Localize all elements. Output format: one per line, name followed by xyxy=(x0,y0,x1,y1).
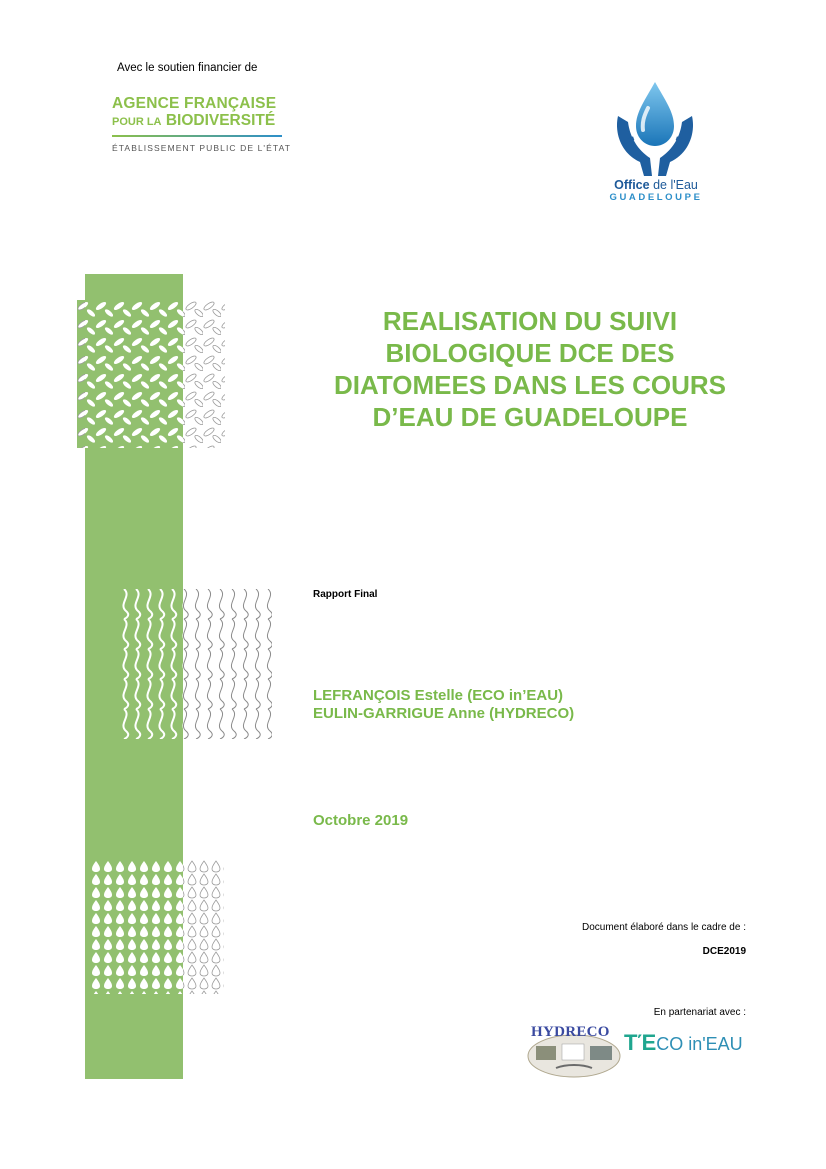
leaf-pattern-icon xyxy=(77,300,225,448)
drop-pattern-icon xyxy=(90,860,224,994)
eco-in-eau-logo xyxy=(624,1030,743,1056)
report-type: Rapport Final xyxy=(313,589,378,600)
hydreco-logo-text: HYDRECO xyxy=(531,1024,610,1040)
partner-label: En partenariat avec : xyxy=(653,1007,746,1018)
office-wordmark-rest: de l'Eau xyxy=(653,178,698,192)
author-line: EULIN-GARRIGUE Anne (HYDRECO) xyxy=(313,705,575,722)
afb-logo-line1: AGENCE FRANÇAISE xyxy=(112,95,277,112)
eco-in-eau-text: CO in'EAU xyxy=(656,1034,743,1054)
document-title xyxy=(300,305,760,433)
framework-value: DCE2019 xyxy=(702,946,746,957)
wave-pattern-icon xyxy=(122,589,272,739)
afb-logo-line2-big: BIODIVERSITÉ xyxy=(165,112,276,129)
eco-in-eau-wordmark xyxy=(624,1030,743,1056)
afb-logo xyxy=(112,95,292,153)
framework-label: Document élaboré dans le cadre de : xyxy=(582,922,746,933)
document-date: Octobre 2019 xyxy=(313,812,409,829)
afb-logo-rule xyxy=(112,135,282,137)
title-line: DIATOMEES DANS LES COURS xyxy=(334,370,726,400)
office-wordmark-bold: Office xyxy=(614,178,650,192)
office-wordmark-line2: GUADELOUPE xyxy=(609,192,703,203)
afb-logo-line2 xyxy=(112,112,292,131)
eco-in-eau-mark: ΤΈ xyxy=(624,1030,657,1055)
title-line: D’EAU DE GUADELOUPE xyxy=(372,402,688,432)
author-line: LEFRANÇOIS Estelle (ECO in’EAU) xyxy=(313,687,564,704)
afb-logo-line2-small: POUR LA xyxy=(112,116,162,128)
office-de-leau-wordmark xyxy=(600,178,712,203)
title-line: BIOLOGIQUE DCE DES xyxy=(385,338,675,368)
authors-list xyxy=(313,687,574,723)
funding-label: Avec le soutien financier de xyxy=(117,62,258,74)
afb-logo-line3: ÉTABLISSEMENT PUBLIC DE L'ÉTAT xyxy=(112,143,292,153)
office-wordmark-line1 xyxy=(600,178,712,192)
title-line: REALISATION DU SUIVI xyxy=(382,306,678,336)
